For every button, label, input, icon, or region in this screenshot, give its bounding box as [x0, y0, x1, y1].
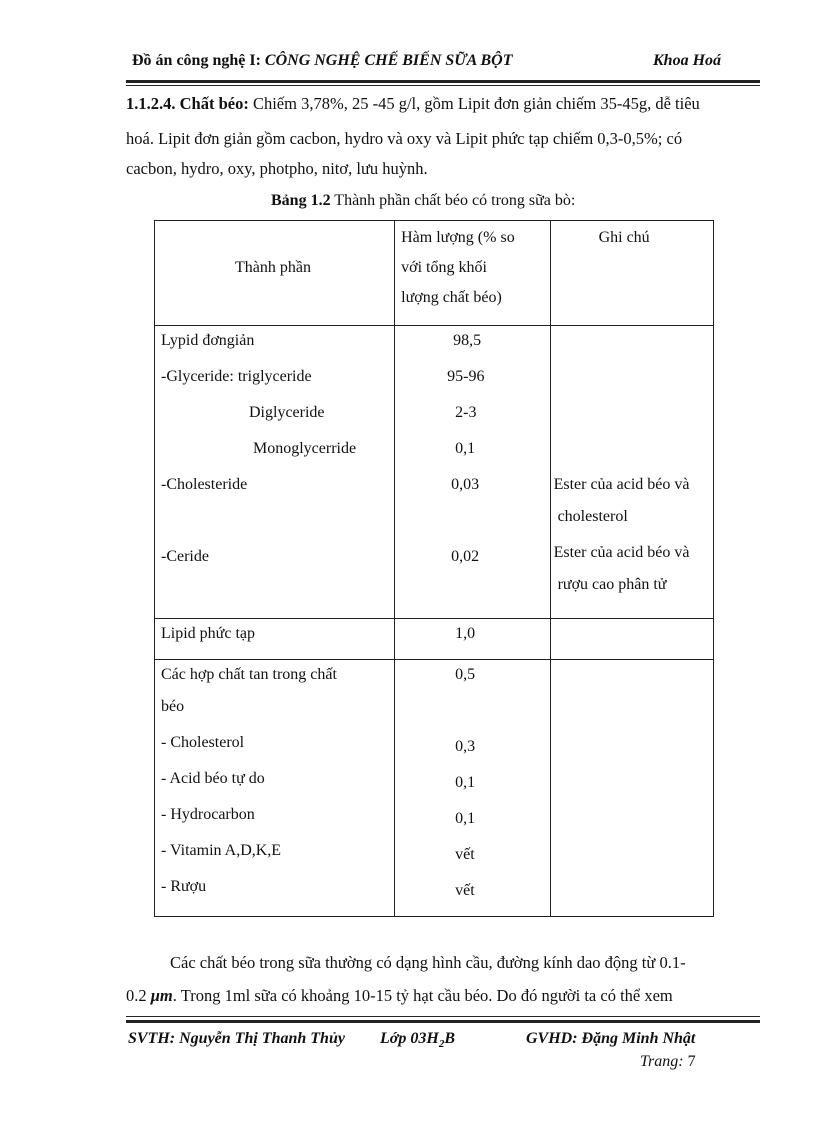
- page-number: 7: [687, 1053, 696, 1070]
- footer-rule-thin: [126, 1016, 760, 1017]
- row-value: 95-96: [447, 368, 485, 385]
- header-department: Khoa Hoá: [653, 52, 722, 69]
- row-value: 0,02: [451, 548, 480, 565]
- row-value: 0,1: [455, 810, 476, 827]
- intro-line-1: 1.1.2.4. Chất béo: Chiếm 3,78%, 25 -45 g/l, gồm Lipit đơn giản chiếm 35-45g, dễ tiêu: [126, 94, 700, 113]
- row-value: 0,03: [451, 476, 480, 493]
- row-name: Diglyceride: [249, 404, 325, 421]
- footer-student: SVTH: Nguyễn Thị Thanh Thủy: [128, 1030, 345, 1047]
- row-note: Ester của acid béo và: [553, 544, 690, 561]
- running-header: [132, 52, 512, 70]
- table-row-complex-lipids: [155, 619, 714, 660]
- row-value: 2-3: [455, 404, 477, 421]
- row-name: - Rượu: [161, 878, 207, 895]
- header-rule-thick: [126, 80, 760, 83]
- intro-line-3: cacbon, hydro, oxy, photpho, nitơ, lưu huỳnh.: [126, 159, 428, 178]
- row-name: béo: [161, 698, 185, 715]
- row-note: Ester của acid béo và: [553, 476, 690, 493]
- row-name: -Ceride: [161, 548, 209, 565]
- row-value: vết: [455, 882, 475, 899]
- row-name: -Cholesteride: [161, 476, 248, 493]
- footer-advisor: GVHD: Đặng Minh Nhật: [526, 1030, 696, 1047]
- row-name: Lypid đơngiản: [161, 332, 255, 349]
- table-header-row: [155, 221, 714, 326]
- row-value: 1,0: [455, 625, 476, 642]
- header-cell-content: Hàm lượng (% so với tổng khối lượng chất béo): [395, 221, 550, 326]
- row-value: 0,5: [455, 666, 476, 683]
- header-cell-note: Ghi chú: [550, 221, 713, 326]
- row-name: - Cholesterol: [161, 734, 245, 751]
- row-name: - Acid béo tự do: [161, 770, 265, 787]
- row-value: 0,3: [455, 738, 476, 755]
- caption-label: Bảng 1.2: [271, 192, 331, 209]
- row-value: 0,1: [455, 774, 476, 791]
- row-note: cholesterol: [557, 508, 628, 525]
- row-name: Monoglycerride: [253, 440, 357, 457]
- row-name: - Vitamin A,D,K,E: [161, 842, 282, 859]
- student-name: Nguyễn Thị Thanh Thủy: [179, 1030, 345, 1047]
- row-name: -Glyceride: triglyceride: [161, 368, 312, 385]
- header-title: CÔNG NGHỆ CHẾ BIẾN SỮA BỘT: [264, 52, 513, 69]
- row-name: Các hợp chất tan trong chất: [161, 666, 337, 683]
- header-rule-thin: [126, 85, 760, 86]
- fat-composition-table: [154, 220, 714, 917]
- row-name: - Hydrocarbon: [161, 806, 255, 823]
- intro-line-2: hoá. Lipit đơn giản gồm cacbon, hydro và oxy và Lipit phức tạp chiếm 0,3-0,5%; có: [126, 129, 683, 148]
- row-note: rượu cao phân tử: [557, 576, 667, 593]
- header-prefix: Đồ án công nghệ I:: [132, 52, 265, 69]
- unit-micrometre: μm: [150, 986, 173, 1005]
- paragraph-line-2: 0.2 μm. Trong 1ml sữa có khoảng 10-15 tỷ hạt cầu béo. Do đó người ta có thể xem: [126, 986, 673, 1005]
- row-value: 98,5: [453, 332, 482, 349]
- footer-class: Lớp $03H_2B$: [380, 1030, 455, 1051]
- section-heading: 1.1.2.4. Chất béo:: [126, 94, 249, 113]
- table-caption: Bảng 1.2 Thành phần chất béo có trong sữa bò:: [271, 192, 576, 209]
- table-row-simple-lipids: [155, 326, 714, 619]
- row-name: Lipid phức tạp: [161, 625, 255, 642]
- header-cell-component: Thành phần: [155, 221, 395, 326]
- footer-rule-thick: [126, 1020, 760, 1023]
- row-value: vết: [455, 846, 475, 863]
- footer-page: Trang: 7: [640, 1053, 696, 1070]
- row-value: 0,1: [455, 440, 476, 457]
- table-row-fat-soluble: [155, 660, 714, 917]
- paragraph-line-1: Các chất béo trong sữa thường có dạng hình cầu, đường kính dao động từ 0.1-: [170, 953, 686, 972]
